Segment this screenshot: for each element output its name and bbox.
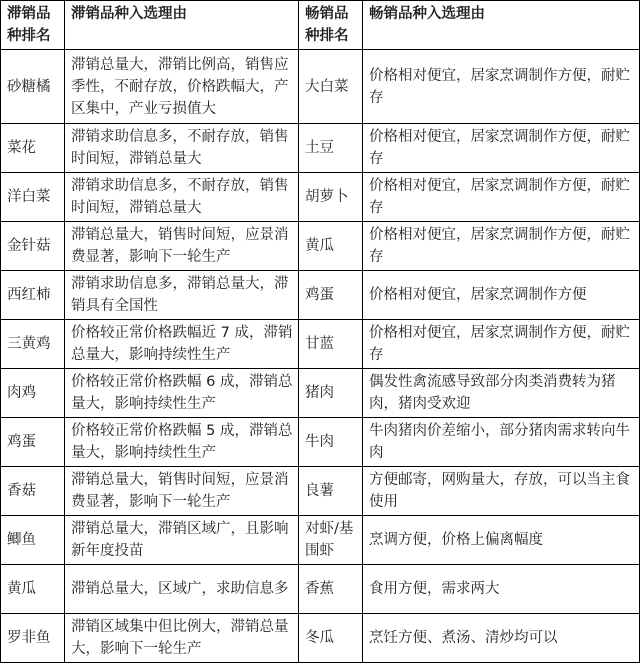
hot-item-reason: 方便邮寄，网购量大，存放，可以当主食使用	[363, 467, 640, 516]
hot-item-name: 土豆	[299, 124, 363, 173]
hot-item-reason: 偶发性禽流感导致部分肉类消费转为猪肉，猪肉受欢迎	[363, 369, 640, 418]
hot-item-name: 香蕉	[299, 565, 363, 614]
hot-item-name: 黄瓜	[299, 222, 363, 271]
slow-item-name: 鲫鱼	[1, 516, 65, 565]
hot-item-reason: 烹饪方便、煮汤、清炒均可以	[363, 614, 640, 663]
hot-item-name: 冬瓜	[299, 614, 363, 663]
header-slow-reason: 滞销品种入选理由	[65, 1, 299, 50]
table-row	[1, 418, 640, 467]
table-row	[1, 565, 640, 614]
slow-item-reason: 滞销总量大，销售时间短，应景消费显著，影响下一轮生产	[65, 222, 299, 271]
hot-item-name: 大白菜	[299, 50, 363, 124]
slow-item-reason: 滞销总量大，滞销比例高，销售应季性，不耐存放，价格跌幅大，产区集中，产业亏损值大	[65, 50, 299, 124]
header-hot-rank: 畅销品种排名	[299, 1, 363, 50]
table-row	[1, 173, 640, 222]
hot-item-reason: 价格相对便宜，居家烹调制作方便	[363, 271, 640, 320]
table-row	[1, 320, 640, 369]
table-row	[1, 614, 640, 663]
slow-item-reason: 滞销总量大，销售时间短，应景消费显著，影响下一轮生产	[65, 467, 299, 516]
header-hot-reason: 畅销品种入选理由	[363, 1, 640, 50]
hot-item-name: 猪肉	[299, 369, 363, 418]
hot-item-name: 牛肉	[299, 418, 363, 467]
table-row	[1, 222, 640, 271]
slow-item-reason: 滞销总量大，滞销区域广，且影响新年度投苗	[65, 516, 299, 565]
slow-item-name: 西红柿	[1, 271, 65, 320]
hot-item-name: 对虾/基围虾	[299, 516, 363, 565]
table-row	[1, 467, 640, 516]
slow-item-reason: 价格较正常价格跌幅 5 成，滞销总量大，影响持续性生产	[65, 418, 299, 467]
table-row	[1, 369, 640, 418]
slow-item-name: 洋白菜	[1, 173, 65, 222]
slow-item-name: 菜花	[1, 124, 65, 173]
slow-item-reason: 滞销求助信息多，不耐存放，销售时间短，滞销总量大	[65, 173, 299, 222]
table-row	[1, 50, 640, 124]
hot-item-reason: 烹调方便，价格上偏离幅度	[363, 516, 640, 565]
slow-item-reason: 价格较正常价格跌幅 6 成，滞销总量大，影响持续性生产	[65, 369, 299, 418]
hot-item-name: 胡萝卜	[299, 173, 363, 222]
slow-item-name: 罗非鱼	[1, 614, 65, 663]
slow-item-name: 砂糖橘	[1, 50, 65, 124]
slow-item-name: 金针菇	[1, 222, 65, 271]
slow-item-reason: 滞销总量大，区域广，求助信息多	[65, 565, 299, 614]
hot-item-reason: 价格相对便宜，居家烹调制作方便，耐贮存	[363, 50, 640, 124]
table-row	[1, 124, 640, 173]
hot-item-reason: 价格相对便宜，居家烹调制作方便，耐贮存	[363, 222, 640, 271]
hot-item-reason: 价格相对便宜，居家烹调制作方便，耐贮存	[363, 320, 640, 369]
slow-item-name: 鸡蛋	[1, 418, 65, 467]
hot-item-reason: 价格相对便宜，居家烹调制作方便，耐贮存	[363, 173, 640, 222]
table-header-row	[1, 1, 640, 50]
slow-item-name: 黄瓜	[1, 565, 65, 614]
hot-item-reason: 价格相对便宜，居家烹调制作方便，耐贮存	[363, 124, 640, 173]
slow-item-name: 三黄鸡	[1, 320, 65, 369]
slow-item-reason: 滞销求助信息多，不耐存放，销售时间短，滞销总量大	[65, 124, 299, 173]
table-row	[1, 516, 640, 565]
hot-item-name: 鸡蛋	[299, 271, 363, 320]
hot-item-reason: 牛肉猪肉价差缩小，部分猪肉需求转向牛肉	[363, 418, 640, 467]
slow-item-name: 香菇	[1, 467, 65, 516]
slow-item-reason: 滞销求助信息多，滞销总量大，滞销具有全国性	[65, 271, 299, 320]
slow-item-reason: 价格较正常价格跌幅近 7 成，滞销总量大，影响持续性生产	[65, 320, 299, 369]
slow-item-name: 肉鸡	[1, 369, 65, 418]
hot-item-name: 良薯	[299, 467, 363, 516]
header-slow-rank: 滞销品种排名	[1, 1, 65, 50]
hot-item-name: 甘蓝	[299, 320, 363, 369]
hot-item-reason: 食用方便，需求两大	[363, 565, 640, 614]
slow-item-reason: 滞销区域集中但比例大，滞销总量大，影响下一轮生产	[65, 614, 299, 663]
table-row	[1, 271, 640, 320]
